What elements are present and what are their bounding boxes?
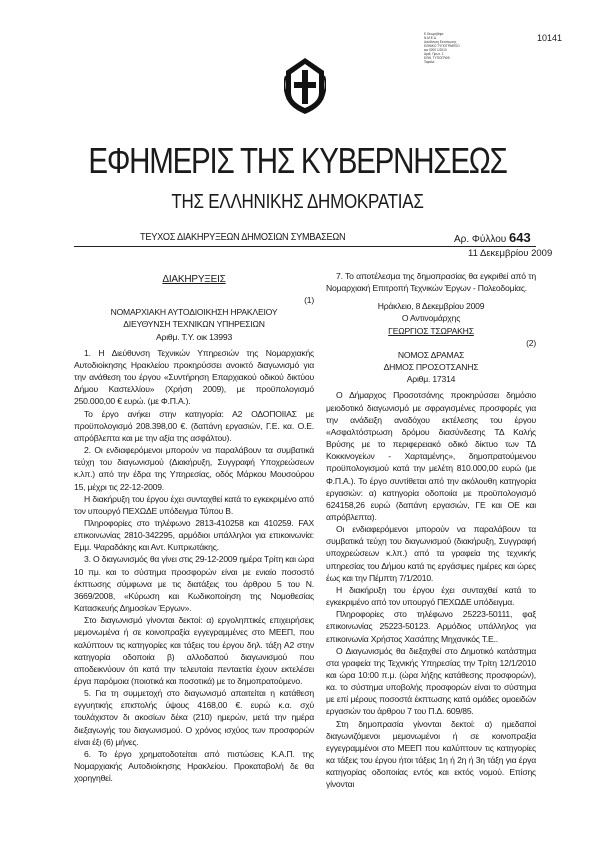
paragraph: Οι ενδιαφερόμενοι μπορούν να παραλάβουν τα συμβατικά τεύχη του διαγωνισμού (διακήρυξη, Συγγραφή υποχρεώσεων κ.λπ.) από τα γραφεία της τεχνικής υπηρεσίας του Δήμου κατά τις εργάσιμες ημέρες και ώρες έως και την Πέμπτη 7/1/2010. [326,524,536,583]
paragraph: 1. Η Διεύθυνση Τεχνικών Υπηρεσιών της Νομαρχιακής Αυτοδιοίκησης Ηρακλείου προκηρύσσει ανοικτό διαγωνισμό για την ανάθεση του έργου «Συντήρηση Επαρχιακού οδικού δικτύου Δήμου Καστελλίου» (Χρήση 2009), με προϋπολογισμό 250.000,00 € ευρώ. (με Φ.Π.Α.). [74,347,314,407]
stamp-line: Τεφαλά [424,60,435,64]
notice-number: (2) [526,337,536,348]
paragraph: Η διακήρυξη του έργου έχει συνταχθεί κατά το εγκεκριμένο από τον υπουργό ΠΕΧΩΔΕ υπόδειγμα Τύπου Β. [74,493,314,516]
stamp-line: Αριθ. Πρωτ. 1 [424,52,444,56]
paragraph: 5. Για τη συμμετοχή στο διαγωνισμό απαιτείται η κατάθεση εγγυητικής επιστολής ύψους 4168,00 €. ευρώ κ.α. σχύ τουλάχιστον δι ακοσίων δέκα (210) ημερών, μετά την ημέρα διεξαγωγής του διαγωνισμού. Ο χρόνος ισχύος των προσφορών είναι έξι (6) μήνες. [74,688,314,747]
gazette-title: ΕΦΗΜΕΡΙΣ ΤΗΣ ΚΥΒΕΡΝΗΣΕΩΣ [88,140,507,181]
sheet-label: Αρ. Φύλλου [454,234,507,245]
paragraph: Το έργο ανήκει στην κατηγορία: Α2 ΟΔΟΠΟΙΙΑΣ με προϋπολογισμό 208.398,00 €. (δαπάνη εργασιών, Γ.Ε. κα. Ο.Ε. απρόβλεπτα και με την αξία της ασφάλτου). [74,408,314,443]
header-divider [74,246,536,247]
paragraph: Πληροφορίες στο τηλέφωνο 25223-50111, φαξ επικοινωνίας 25223-50123. Αρμόδιος υπάλληλος για επικοινωνία Χρήστος Χασάπης Μηχανικός Τ.Ε.. [326,609,536,644]
notice-number: (1) [304,295,314,306]
paragraph: Πληροφορίες στο τηλέφωνο 2813-410258 και 410259. FAX επικοινωνίας 2810-342295, αρμόδιοι υπάλληλοι για επικοινωνία: Εμμ. Ψαραδάκης και Αντ. Κυπριωτάκης. [74,517,314,553]
coat-of-arms-icon [284,56,326,116]
gazette-subtitle: ΤΗΣ ΕΛΛΗΝΙΚΗΣ ΔΗΜΟΚΡΑΤΙΑΣ [171,191,424,213]
validation-stamp [424,32,480,64]
stamp-line: Ν.Μ.Ε.Δ. [424,36,437,40]
paragraph: 3. Ο διαγωνισμός θα γίνει στις 29-12-2009 ημέρα Τρίτη και ώρα 10 πμ. και το σύστημα προσφορών είναι με ενιαίο ποσοστό έκπτωσης σύμφωνα με τις διατάξεις του άρθρου 5 του Ν. 3669/2008, «Κύρωση και Κωδικοποίηση της Νομοθεσίας Κατασκευής Δημοσίων Έργων». [74,554,314,614]
paragraph: 6. Το έργο χρηματοδοτείται από πιστώσεις Κ.Α.Π. της Νομαρχιακής Αυτοδιοίκησης Ηρακλείου. Προκαταβολή δε θα χορηγηθεί. [74,748,314,784]
stamp-line: ΕΘΝ. ΤΥΠΟΓΡΑΦ. [424,56,451,60]
page-number: 10141 [537,33,563,43]
reference-number: Αριθμ. Τ.Υ. οικ 13993 [155,331,233,342]
paragraph: 7. Το αποτέλεσμα της δημοπρασίας θα εγκριθεί από τη Νομαρχιακή Επιτροπή Τεχνικών Έργων - Πολεοδομίας. [326,271,536,294]
department-name: ΔΙΕΥΘΥΝΣΗ ΤΕΧΝΙΚΩΝ ΥΠΗΡΕΣΙΩΝ [123,319,265,330]
issue-type: ΤΕΥΧΟΣ ΔΙΑΚΗΡΥΞΕΩΝ ΔΗΜΟΣΙΩΝ ΣΥΜΒΑΣΕΩΝ [140,232,346,243]
prefecture-name: ΝΟΜΟΣ ΔΡΑΜΑΣ [397,349,465,360]
paragraph: Στο διαγωνισμό γίνονται δεκτοί: α) εργοληπτικές επιχειρήσεις μεμονωμένα ή σε κοινοπραξία εγγεγραμμένες στο ΜΕΕΠ, που καλύπτουν τις κατηγορίες και τάξεις του έργου δηλ. τάξη Α2 στην κατηγορία οδοποιία β) αλλοδαπού διαγωνισμού που αποδεικνύουν ότι κατά την τελευταία πενταετία έχουν εκτελέσει έργα παρόμοια (ποιοτικά και ποσοτικά) με το δημοπρατούμενο. [74,615,314,686]
organization-name: ΝΟΜΑΡΧΙΑΚΗ ΑΥΤΟΔΙΟΙΚΗΣΗ ΗΡΑΚΛΕΙΟΥ [110,307,278,318]
stamp-line: και 0200 1/2010 [424,48,447,52]
sheet-number-value: 643 [509,230,531,245]
signer-name: ΓΕΩΡΓΙΟΣ ΤΣΩΡΑΚΗΣ [388,325,474,336]
section-heading: ΔΙΑΚΗΡΥΞΕΙΣ [162,274,226,285]
paragraph: Ο Δήμαρχος Προσοτσάνης προκηρύσσει δημόσιο μειοδοτικό διαγωνισμό με σφραγισμένες προσφορές για την ανάδειξη αναδόχου εκτέλεσης του έργου «Ασφαλτόστρωση δρόμου διασύνδεσης ΤΔ Καλής Βρύσης με το περιφερειακό οδικό δίκτυο των ΤΔ Κοκκινογείων - Χαρταμένης», δημοπρατούμενου προϋπολογισμού κατά την μελέτη 810.000,00 ευρώ (με Φ.Π.Α.). Το έργο συντίθεται από την ακόλουθη κατηγορία εργασιών: α) κατηγορία οδοποιία με προϋπολογισμό 624158,26 ευρώ (δαπάνη εργασιών, ΓΕ και ΟΕ και απρόβλεπτα). [326,390,536,522]
paragraph: 2. Οι ενδιαφερόμενοι μπορούν να παραλάβουν τα συμβατικά τεύχη του διαγωνισμού (Διακήρυξη, Συγγραφή Υποχρεώσεων κ.λπ.) από την έδρα της Υπηρεσίας, οδός Μάρκου Μουσούρου 15, μέχρι τις 22-12-2009. [74,445,314,492]
paragraph: Ο Διαγωνισμός θα διεξαχθεί στο Δημοτικό κατάστημα στα γραφεία της Τεχνικής Υπηρεσίας την Τρίτη 12/1/2010 και ώρα 10:00 π.μ. (ώρα λήξης κατάθεσης προσφορών), κα. το σύστημα υποβολής προσφορών είναι το σύστημα με επί μέρους ποσοστά έκπτωσης κατά ομάδες ομοειδών εργασιών του άρθρου 7 του Π.Δ. 609/85. [326,645,536,717]
sheet-number [454,230,531,245]
paragraph: Στη δημοπρασία γίνονται δεκτοί: α) ημεδαποί διαγωνιζόμενοι μεμονωμένοι ή σε κοινοπραξία εγγεγραμμένοι στο ΜΕΕΠ που καλύπτουν τις κατηγορίες κα τάξεις του έργου ήτοι τάξεις 1η ή 2η ή 3η τάξη για έργα κατηγορίας οδοποιίας εντός και εκτός νομού. Επίσης γίνονται [326,718,536,790]
place-date: Ηράκλειο, 8 Δεκεμβρίου 2009 [377,301,485,312]
right-column [326,270,536,791]
municipality-name: ΔΗΜΟΣ ΠΡΟΣΟΤΣΑΝΗΣ [383,362,479,373]
left-column [74,270,314,784]
paragraph: Η διακήρυξη του έργου έχει συνταχθεί κατά το εγκεκριμένο από τον υπουργό ΠΕΧΩΔΕ υπόδειγμα. [326,584,536,608]
reference-number: Αριθμ. 17314 [406,374,456,385]
stamp-line: Διεύθυνση Εκτύπωσης [424,40,457,44]
issue-date: 11 Δεκεμβρίου 2009 [468,248,553,259]
signer-role: Ο Αντινομάρχης [401,313,461,324]
stamp-line: Ε.Θεωρήθηκε [424,32,444,36]
stamp-line: ΕΘΝΙΚΟ ΤΥΠΟΓΡΑΦΕΙΟ [424,44,460,48]
